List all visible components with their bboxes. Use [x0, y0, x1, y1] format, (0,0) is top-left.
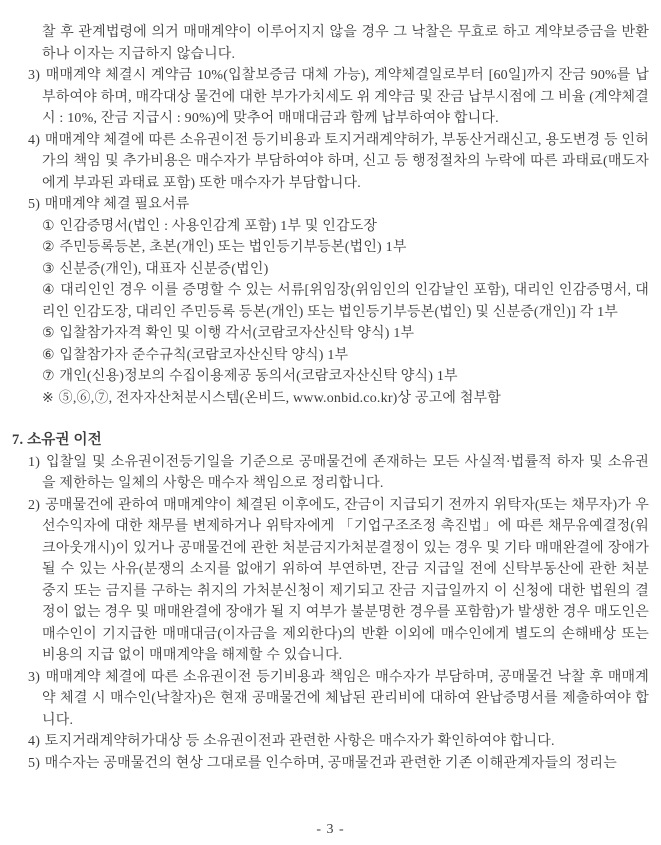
list-item-marker: 4) [28, 734, 41, 749]
list-item-marker: ⑤ [42, 326, 55, 341]
list-item-marker: 2) [28, 497, 41, 513]
circled-sub-item [42, 259, 649, 281]
numbered-list-item [28, 495, 649, 667]
numbered-list-item [28, 130, 649, 195]
list-item-marker: ⑥ [42, 347, 55, 363]
circled-sub-item [42, 388, 649, 410]
list-item-text: 매매계약 체결 필요서류 [44, 197, 190, 212]
list-item-marker: ③ [42, 261, 55, 277]
list-item-text: 공매물건에 관하여 매매계약이 체결된 이후에도, 잔금이 지급되기 전까지 위탁자(또는 채무자)가 우선수익자에 대한 채무를 변제하거나 위탁자에게 「기업구조조정 촉진법」에 따른 채무유예결정(워크아웃개시)이 있거나 공매물건에 관한 처분금지가처분결정이 있는 경우 및 기타 매매완결에 장애가 될 수 있는 사유(분쟁의 소지를 없애기 위하여 부연하면, 잔금 지급일 전에 신탁부동산에 관한 처분 중지 또는 금지를 구하는 취지의 가처분신청이 제기되고 잔금 지급일까지 이 신청에 대한 법원의 결정이 없는 경우 및 매매완결에 장애가 될 지 여부가 불분명한 경우를 포함함)가 발생한 경우 매도인은 매수인이 기지급한 매매대금(이자금을 제외한다)의 반환 이외에 매수인에게 별도의 손해배상 또는 비용의 지급 없이 매매계약을 해제할 수 있습니다. [42, 497, 649, 663]
list-item-marker: 3) [28, 68, 41, 83]
section-heading: 7. 소유권 이전 [12, 432, 102, 448]
list-item-marker: 1) [28, 454, 41, 470]
list-item-marker: ② [42, 240, 55, 255]
section-ownership-transfer [12, 430, 649, 774]
list-item-text: 신분증(개인), 대표자 신분증(법인) [59, 261, 269, 277]
list-item-text: ⑤,⑥,⑦, 전자자산처분시스템(온비드, www.onbid.co.kr)상 공고에 첨부함 [58, 390, 502, 406]
list-item-marker: ④ [42, 283, 56, 298]
list-item-marker: ⑦ [42, 369, 55, 384]
list-item-text: 입찰일 및 소유권이전등기일을 기준으로 공매물건에 존재하는 모든 사실적·법률적 하자 및 소유권을 제한하는 일체의 사항은 매수자 책임으로 정리합니다. [42, 454, 649, 491]
list-item-text: 매매계약 체결에 따른 소유권이전 등기비용과 책임은 매수자가 부담하며, 공매물건 낙찰 후 매매계약 체결 시 매수인(낙찰자)은 현재 공매물건에 체납된 관리비에 대하여 완납증명서를 제출하여야 합니다. [42, 669, 649, 728]
continuation-paragraph: 찰 후 관계법령에 의거 매매계약이 이루어지지 않을 경우 그 낙찰은 무효로 하고 계약보증금을 반환하나 이자는 지급하지 않습니다. [42, 25, 649, 62]
numbered-list-item [28, 667, 649, 732]
list-item-text: 대리인인 경우 이를 증명할 수 있는 서류[위임장(위임인의 인감날인 포함), 대리인 인감증명서, 대리인 인감도장, 대리인 주민등록 등본(개인) 또는 법인등기부등본(법인) 및 신분증(개인)] 각 1부 [42, 283, 650, 320]
circled-sub-item [42, 216, 649, 238]
list-item-text: 입찰참가자 준수규칙(코람코자산신탁 양식) 1부 [59, 347, 349, 363]
list-item-text: 입찰참가자격 확인 및 이행 각서(코람코자산신탁 양식) 1부 [59, 326, 415, 341]
list-item-text: 주민등록등본, 초본(개인) 또는 법인등기부등본(법인) 1부 [59, 240, 407, 255]
list-item-text: 개인(신용)정보의 수집이용제공 동의서(코람코자산신탁 양식) 1부 [59, 369, 458, 384]
numbered-list-item [28, 65, 649, 130]
document-body [12, 22, 649, 774]
circled-sub-item [42, 323, 649, 345]
list-item-marker: 4) [28, 132, 41, 148]
numbered-list-item [28, 731, 649, 753]
list-item-marker: 5) [28, 755, 41, 771]
circled-sub-item [42, 366, 649, 388]
page-number: - 3 - [316, 822, 345, 837]
circled-sub-item [42, 280, 649, 323]
circled-sub-item [42, 237, 649, 259]
contract-clause-list [12, 65, 649, 409]
list-item-text: 매수자는 공매물건의 현상 그대로를 인수하며, 공매물건과 관련한 기존 이해관계자들의 정리는 [44, 755, 617, 771]
circled-sub-item [42, 345, 649, 367]
list-item-marker: 5) [28, 197, 41, 212]
list-item-marker: ※ [42, 390, 54, 406]
list-item-text: 매매계약 체결시 계약금 10%(입찰보증금 대체 가능), 계약체결일로부터 [60일]까지 잔금 90%를 납부하여야 하며, 매각대상 물건에 대한 부가가치세도 위 계약금 및 잔금 납부시점에 그 비율 (계약체결시 : 10%, 잔금 지급시 : 90%)에 맞추어 매매대금과 함께 납부하여야 합니다. [42, 68, 650, 126]
numbered-list-item [28, 452, 649, 495]
numbered-list-item [28, 194, 649, 216]
list-item-text: 토지거래계약허가대상 등 소유권이전과 관련한 사항은 매수자가 확인하여야 합니다. [44, 734, 555, 749]
list-item-text: 매매계약 체결에 따른 소유권이전 등기비용과 토지거래계약허가, 부동산거래신고, 용도변경 등 인허가의 책임 및 추가비용은 매수자가 부담하여야 하며, 신고 등 행정절차의 누락에 따른 과태료(매도자에게 부과된 과태료 포함) 또한 매수자가 부담합니다. [42, 132, 650, 191]
list-item-text: 인감증명서(법인 : 사용인감계 포함) 1부 및 인감도장 [59, 218, 378, 234]
numbered-list-item [28, 753, 649, 775]
ownership-transfer-item-list [12, 452, 649, 775]
list-item-marker: 3) [28, 669, 41, 685]
list-item-marker: ① [42, 218, 55, 234]
